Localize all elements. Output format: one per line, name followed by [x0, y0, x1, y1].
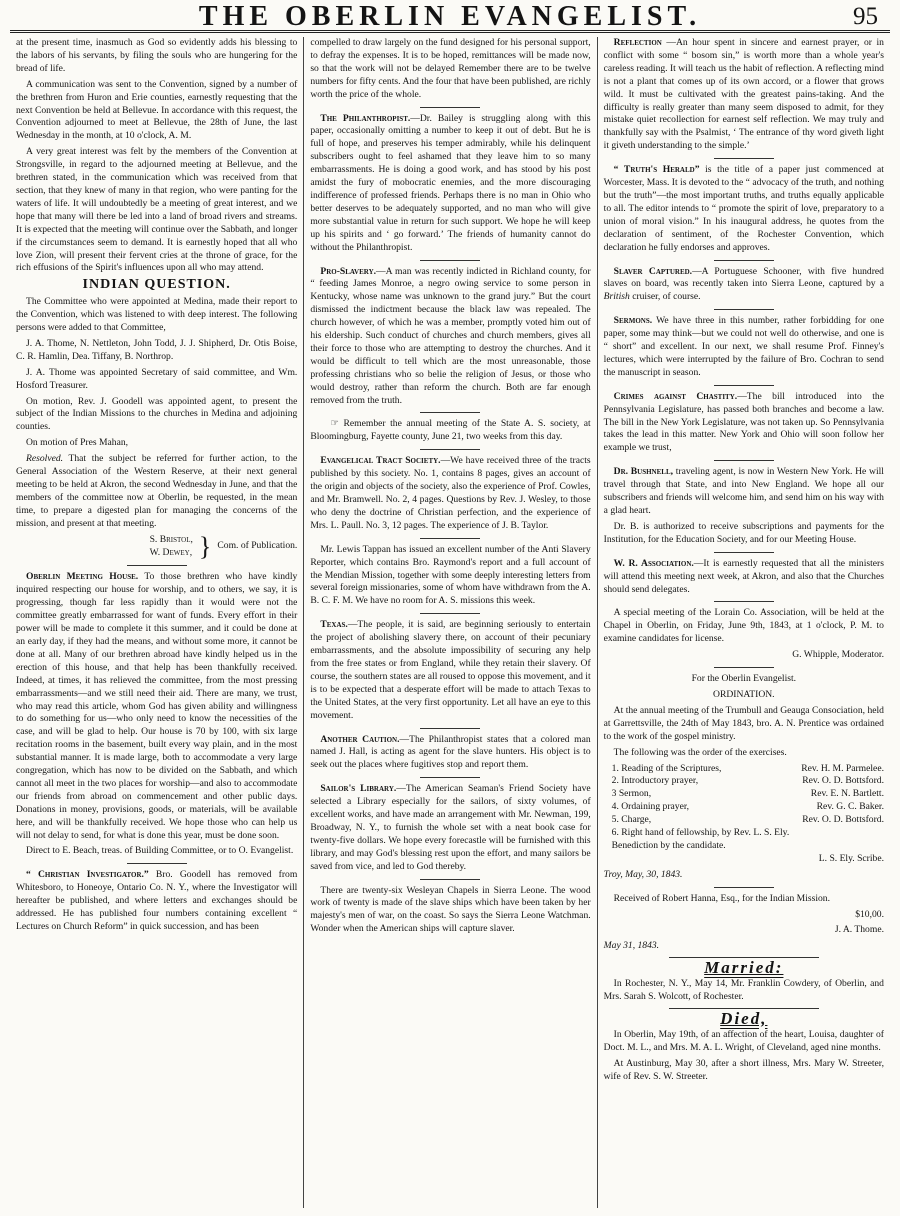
article-heading: “ Christian Investigator.”: [26, 869, 149, 881]
paragraph: In Oberlin, May 19th, of an affection of the heart, Louisa, daughter of Doct. M. L., and Mrs. M. A. L. Wright, of Cleveland, aged nine months.: [603, 1028, 884, 1053]
article-truths-herald: [604, 164, 884, 254]
divider: [714, 887, 774, 888]
masthead: [10, 0, 890, 33]
divider: [714, 158, 774, 159]
paragraph: A special meeting of the Lorain Co. Association, will be held at the Chapel in Oberlin, on Friday, June 9th, 1843, at 1 o'clock, P. M. to examine candidates for license.: [603, 607, 884, 645]
divider: [714, 601, 774, 602]
article-tract-society: [310, 455, 590, 532]
article-text: —It is earnestly requested that all the ministers will attend this meeting next week, at Akron, and also that the Churches should send delegates.: [603, 557, 884, 595]
dateline-text: May 31, 1843.: [603, 940, 660, 952]
article-investigator: [16, 869, 297, 934]
article-sailors-library: [310, 783, 590, 873]
divider: [420, 728, 480, 729]
exercise-minister: Rev. O. D. Bottsford.: [802, 814, 884, 826]
paragraph: Direct to E. Beach, treas. of Building Committee, or to O. Evangelist.: [26, 845, 294, 857]
article-chastity: [604, 391, 884, 456]
article-heading: Another Caution.: [320, 733, 400, 745]
notice-annual-meeting: [310, 418, 590, 444]
article-columns: [10, 37, 890, 1208]
signature: G. Whipple, Moderator.: [792, 649, 884, 661]
exercise-row: [612, 775, 884, 788]
article-wr-association: [604, 558, 884, 597]
resolution-text: That the subject be referred for further action, to the General Association of the Western Reserve, at their next general meeting to be held at Akron, the second Wednesday in June, and that the members of the committee now at Oberlin, be requested, in the mean time, to prepare a digested plan for managing the concerns of the mission, and present at that meeting.: [16, 453, 298, 529]
divider: [420, 260, 480, 261]
exercise-item: 2. Introductory prayer,: [611, 775, 699, 787]
exercise-row: [612, 801, 884, 814]
paragraph: Mr. Lewis Tappan has issued an excellent number of the Anti Slavery Reporter, which contains Bro. Raymond's report and a full account of the Mendian Mission, together with some deeply interesting letters from several foreign missionaries, some of whom have withdrawn from the A. B. C. F. M. We have no room for A. S. missions this week.: [310, 543, 591, 607]
dateline: [604, 940, 884, 953]
dateline-text: Troy, May, 30, 1843.: [603, 868, 683, 880]
paragraph: Dr. B. is authorized to receive subscriptions and payments for the Institution, for the Education Society, and for our Meeting House.: [603, 520, 884, 545]
paragraph: On motion of Pres Mahan,: [26, 437, 129, 449]
exercise-item: 3 Sermon,: [611, 788, 652, 800]
article-heading: W. R. Association.: [613, 557, 694, 569]
article-sermons: [604, 315, 884, 380]
divider: [714, 309, 774, 310]
divider: [127, 863, 187, 864]
divider: [714, 460, 774, 461]
section-heading-indian-question: INDIAN QUESTION.: [82, 277, 231, 293]
divider: [420, 777, 480, 778]
signer-name: W. Dewey,: [149, 546, 193, 558]
article-heading: Oberlin Meeting House.: [26, 571, 139, 583]
divider: [714, 260, 774, 261]
page-number: 95: [853, 3, 878, 30]
divider: [420, 879, 480, 880]
column-2: [303, 37, 596, 1208]
article-heading: Crimes against Chastity.: [613, 390, 738, 402]
article-text: We have three in this number, rather forbidding for one paper, some may think—but we could not well do otherwise, and one is “ short” and excellent. In our next, we shall resume Prof. Finney's lectures, which were interrupted by the failure of Bro. Cochran to send the manuscript in season.: [603, 315, 884, 378]
article-heading: Pro-Slavery.: [320, 265, 377, 277]
signer-name: S. Bristol,: [149, 533, 193, 545]
article-reflection: [604, 37, 884, 153]
paragraph: Received of Robert Hanna, Esq., for the Indian Mission.: [613, 892, 830, 904]
article-texas: [310, 619, 590, 722]
article-text: traveling agent, is now in Western New York. He will travel through that State, and into New England. We hope all our subscribers and friends will welcome him, and send him on his way with a glad heart.: [603, 466, 884, 516]
amount: $10,00.: [855, 908, 884, 920]
exercise-row: 6. Right hand of fellowship, by Rev. L. S. Ely.: [611, 827, 790, 839]
article-heading: Evangelical Tract Society.: [320, 455, 441, 467]
divider: [420, 538, 480, 539]
article-text: —Dr. Bailey is struggling along with this paper, occasionally omitting a number to keep it out of debt. But he is full of hope, and preserves his temper admirably, while his delinquent subscribers ought to feel ashamed that they leave him to so many embarrassments. He is doing a good work, and has stood by his post amidst the fury of mobocratic enemies, and the more discouraging indifference of professed friends. Perhaps there is no man in Ohio who better deserves to be adequately supported, and no man who will give more substantial value in return for such support. We hope he will keep up his spirits and ‘ go forward.’ The friends of humanity cannot do without the Philanthropist.: [310, 112, 591, 253]
paragraph: [16, 453, 297, 530]
exercise-item: 1. Reading of the Scriptures,: [611, 762, 722, 774]
exercise-item: 4. Ordaining prayer,: [611, 801, 690, 813]
paragraph: In Rochester, N. Y., May 14, Mr. Franklin Cowdery, of Oberlin, and Mrs. Sarah S. Wolcott, of Rochester.: [603, 978, 884, 1003]
exercise-row: [612, 788, 884, 801]
article-heading: Sermons.: [613, 315, 653, 327]
article-text: —The people, it is said, are beginning seriously to entertain the project of abolishing slavery there, on account of their pecuniary embarrassments, and the absolute impossibility of securing any help from the free states or from England, while they retain their slavery. Of course, the southern states are all roused to oppose this movement, and it is to be expected that a desperate effort will be made to attach Texas to the United States, at the very first opportunity. Let all have an eye to this movement.: [310, 619, 591, 721]
article-text: —The Philanthropist states that a colored man named J. Hall, is acting as agent for the slave hunters. His object is to seek out the places where fugitives stop and report them.: [310, 733, 591, 771]
died-heading: Died,: [720, 1009, 768, 1028]
paragraph: A communication was sent to the Convention, signed by a number of the brethren from Huron and Erie counties, earnestly requesting that the next Convention be held at Bellevue. In accordance with this request, the Convention adjourned to meet at Bellevue, the 28th of June, the last Wednesday in the month, at 10 o'clock, A. M.: [16, 78, 298, 142]
pointing-hand-icon: ☞: [330, 418, 339, 430]
married-heading: Married:: [704, 958, 784, 978]
paragraph: There are twenty-six Wesleyan Chapels in Sierra Leone. The wood work of twenty is made of the slave ships which have been taken by her majesty's men of war, on the coast. So says the Sierra Leone Watchman. Wonder when the American ships will capture slaver.: [310, 884, 591, 935]
divider: [420, 449, 480, 450]
exercise-minister: Rev. O. D. Bottsford.: [802, 775, 884, 787]
committee-role: Com. of Publication.: [217, 540, 298, 552]
paragraph: at the present time, inasmuch as God so evidently adds his blessing to the labors of his servants, by filing the souls who are hungering for the bread of life.: [16, 37, 298, 74]
paragraph: On motion, Rev. J. Goodell was appointed agent, to present the subject of the Indian Missions to the churches in Medina and adjoining counties.: [16, 395, 298, 433]
divider: [420, 412, 480, 413]
divider: [714, 385, 774, 386]
signature: J. A. Thome.: [834, 924, 884, 936]
article-heading: Slaver Captured.: [613, 265, 693, 277]
paragraph: J. A. Thome was appointed Secretary of said committee, and Wm. Hosford Treasurer.: [16, 366, 298, 391]
column-1: [10, 37, 303, 1208]
dateline: [604, 869, 884, 882]
divider: [420, 107, 480, 108]
divider: [714, 552, 774, 553]
article-pro-slavery: [310, 266, 590, 408]
resolved-label: Resolved.: [26, 453, 64, 465]
column-3: [597, 37, 890, 1208]
article-emphasis: British: [603, 291, 630, 303]
committee-signature: [16, 531, 298, 561]
exercise-minister: Rev. G. C. Baker.: [816, 801, 884, 813]
paragraph: At the annual meeting of the Trumbull and Geauga Consociation, held at Garrettsville, the 24th of May 1843, bro. A. N. Prentice was ordained to the work of the gospel ministry.: [603, 704, 884, 742]
paragraph: The Committee who were appointed at Medina, made their report to the Convention, which was listened to with deep interest. The following persons were added to that Committee,: [16, 296, 298, 334]
signature: L. S. Ely. Scribe.: [818, 852, 884, 864]
article-text: is the title of a paper just commenced at Worcester, Mass. It is devoted to the “ advocacy of the truth, and nothing but the truth”—the most important truths, and truths equally applicable to all. The editor intends to “ promote the spirit of love, preparatory to a union of moral vision.” In his inaugural address, he quotes from the declaration of sentiment, of the Rochester Convention, which declaration he fully endorses and approves.: [603, 164, 884, 253]
brace-glyph: }: [198, 531, 212, 561]
article-slaver-captured: [604, 266, 884, 305]
article-text: To those brethren who have kindly inquired respecting our house for worship, and to others, we say, it is progressing, though far less rapidly than it would were not the committee greatly embarrassed for want of funds. Every effort in their power will be made to complete it this summer, and it could be done at an early day, if they had the means, and without some more, it cannot be done at all. Many of our brethren abroad have kindly helped us in the erection of this house, and that help has been thankfully received. Indeed, at times, it has relieved the committee, from the most pressing embarrassments—and we still need their aid. There are many, we trust, who may read this article, whom God has given ability and willingness to do something for us—who only need to know the necessities of the case, and will be glad to help. Our house is 70 by 100, with six large recitation rooms in the basement, built every way plain, and in the most substantial manner. It is made large, both to accommodate a very large congregation, which has now to be divided on the Sabbath, and which cannot all meet in the two places for worship—and also to accommodate our friends from abroad on commencement and other public days. Donations in money, provisions, goods, or materials, will be available here, and will be thankfully received. We hope those who can help us will not delay to send, for what is done this year, must be done soon.: [16, 571, 298, 841]
notice-text: Remember the annual meeting of the State A. S. society, at Bloomingburg, Fayette county, June 21, two weeks from this day.: [310, 418, 591, 443]
paragraph: At Austinburg, May 30, after a short illness, Mrs. Mary W. Streeter, wife of Rev. S. W. Streeter.: [603, 1057, 884, 1082]
article-text: Bro. Goodell has removed from Whitesboro, to Honeoye, Ontario Co. N. Y., where the Investigator will hereafter be published, and where letters and exchanges should be addressed. He has published four numbers containing excellent “ Lectures on Church Reform” in quick succession, and has been: [16, 869, 298, 932]
byline: For the Oberlin Evangelist.: [691, 673, 797, 685]
article-meeting-house: [16, 571, 297, 842]
article-heading: The Philanthropist.: [320, 112, 411, 124]
paragraph: A very great interest was felt by the members of the Convention at Strongsville, in regard to the adjourned meeting at Bellevue, and the brethren stated, in the communication which was received from that section, that they knew of many in that region, who were panting for the waters of life. It will undoubtedly be a meeting of great interest, and we hope that many will there be led into a land of broad rivers and streams. It is expected that the meeting will continue over the Sabbath, and longer if the circumstances seem to demand. It is earnestly hoped that all who love Zion, will present their fervent cries at the throne of grace, for the rich effusions of the Spirit's influences upon all who may attend.: [16, 146, 298, 274]
ordination-heading: ORDINATION.: [713, 688, 775, 700]
article-text: —We have received three of the tracts published by this society. No. 1, contains 8 pages, gives an account of the origin and objects of the society, also the experience of Prof. Cowles, and Mr. Bramwell. No. 2, 4 pages. Questions by Rev. J. Wesley, to those who deny the doctrine of Christian perfection, and the experience of Mrs. L. Paull. No. 3, 12 pages. The experience of J. B. Taylor.: [310, 455, 591, 531]
exercise-minister: Rev. H. M. Parmelee.: [801, 762, 884, 774]
article-heading: Reflection: [613, 37, 662, 48]
benediction: Benediction by the candidate.: [611, 839, 726, 851]
divider: [714, 667, 774, 668]
divider: [127, 565, 187, 566]
article-text: cruiser, of course.: [632, 291, 701, 303]
exercise-row: [612, 763, 884, 776]
article-heading: Dr. Bushnell,: [613, 466, 674, 478]
exercise-minister: Rev. E. N. Bartlett.: [810, 788, 884, 800]
article-heading: Sailor's Library.: [320, 783, 397, 795]
article-philanthropist: [310, 113, 590, 255]
paragraph: J. A. Thome, N. Nettleton, John Todd, J. J. Shipherd, Dr. Otis Boise, C. R. Hamlin, Dea. Tiffany, B. Northrop.: [16, 337, 298, 362]
article-text: —The American Seaman's Friend Society have selected a Library especially for the sailors, of sixty volumes, of excellent works, and have made an arrangement with Mr. Newman, 199, Broadway, N. Y., to furnish the whole set with a neat book case for twenty-five dollars. We hope every forecastle will be furnished with this library, and may God's blessing rest upon the effort, and many sailors be saved from vice, and led to God thereby.: [310, 783, 591, 872]
article-text: —A man was recently indicted in Richland county, for “ feeding James Monroe, a negro owing service to some person in Kentucky, whose name was unknown to the grand jury.” But the court dismissed the indictment because the black law was repealed. The church however, of which he was a member, promptly voted him out of his eldership. Such conduct of churches and church members, gives all their force to those who are attempting to destroy the churches. And it would be difficult to tell which are the most unreasonable, those professing christians who so belie the religion of Jesus, or those who would destroy, rather than reform the church. Both are far enough removed from the truth.: [310, 265, 591, 406]
paragraph: compelled to draw largely on the fund designed for his personal support, to defray the expenses. It is to be hoped, remittances will be made now, so that the work will not be delayed Remember there are to be twelve numbers for fifty cents. And the four that have been published, are richly worth the price of the whole.: [310, 37, 591, 100]
newspaper-title: THE OBERLIN EVANGELIST.: [198, 1, 702, 32]
exercise-row: [612, 814, 884, 827]
article-heading: “ Truth's Herald”: [613, 164, 700, 176]
article-text: —The bill introduced into the Pennsylvania Legislature, has passed both branches and become a law. The bill in the New York Legislature, was not taken up. So Pennsylvania takes the lead in this matter. New York and Ohio will soon follow her example we trust,: [603, 390, 884, 454]
article-text: —A Portuguese Schooner, with five hundred slaves on board, was recently taken into Sierra Leone, captured by a: [603, 265, 884, 290]
article-caution: [310, 734, 590, 773]
divider: [420, 613, 480, 614]
paragraph: The following was the order of the exercises.: [613, 746, 787, 758]
exercise-list: [604, 763, 884, 853]
article-text: —An hour spent in sincere and earnest prayer, or in conflict with some “ bosom sin,” is worth more than a whole year's careless reading. It will teach us the habit of reflection. A reflecting mind is not a plant that comes up of its own accord, or a flower that grows wild. It must be cultivated with the greatest pains-taking. And the difficulty is really greater than many seem disposed to admit, for they mistake quiet recollection for earnest self reflection. We may truly and thankfully say with the Psalmist, ‘ The entrance of thy word giveth light it giveth understanding to the simple.’: [603, 37, 884, 152]
article-heading: Texas.: [320, 619, 348, 631]
exercise-item: 5. Charge,: [611, 814, 652, 826]
article-bushnell: [604, 466, 884, 518]
